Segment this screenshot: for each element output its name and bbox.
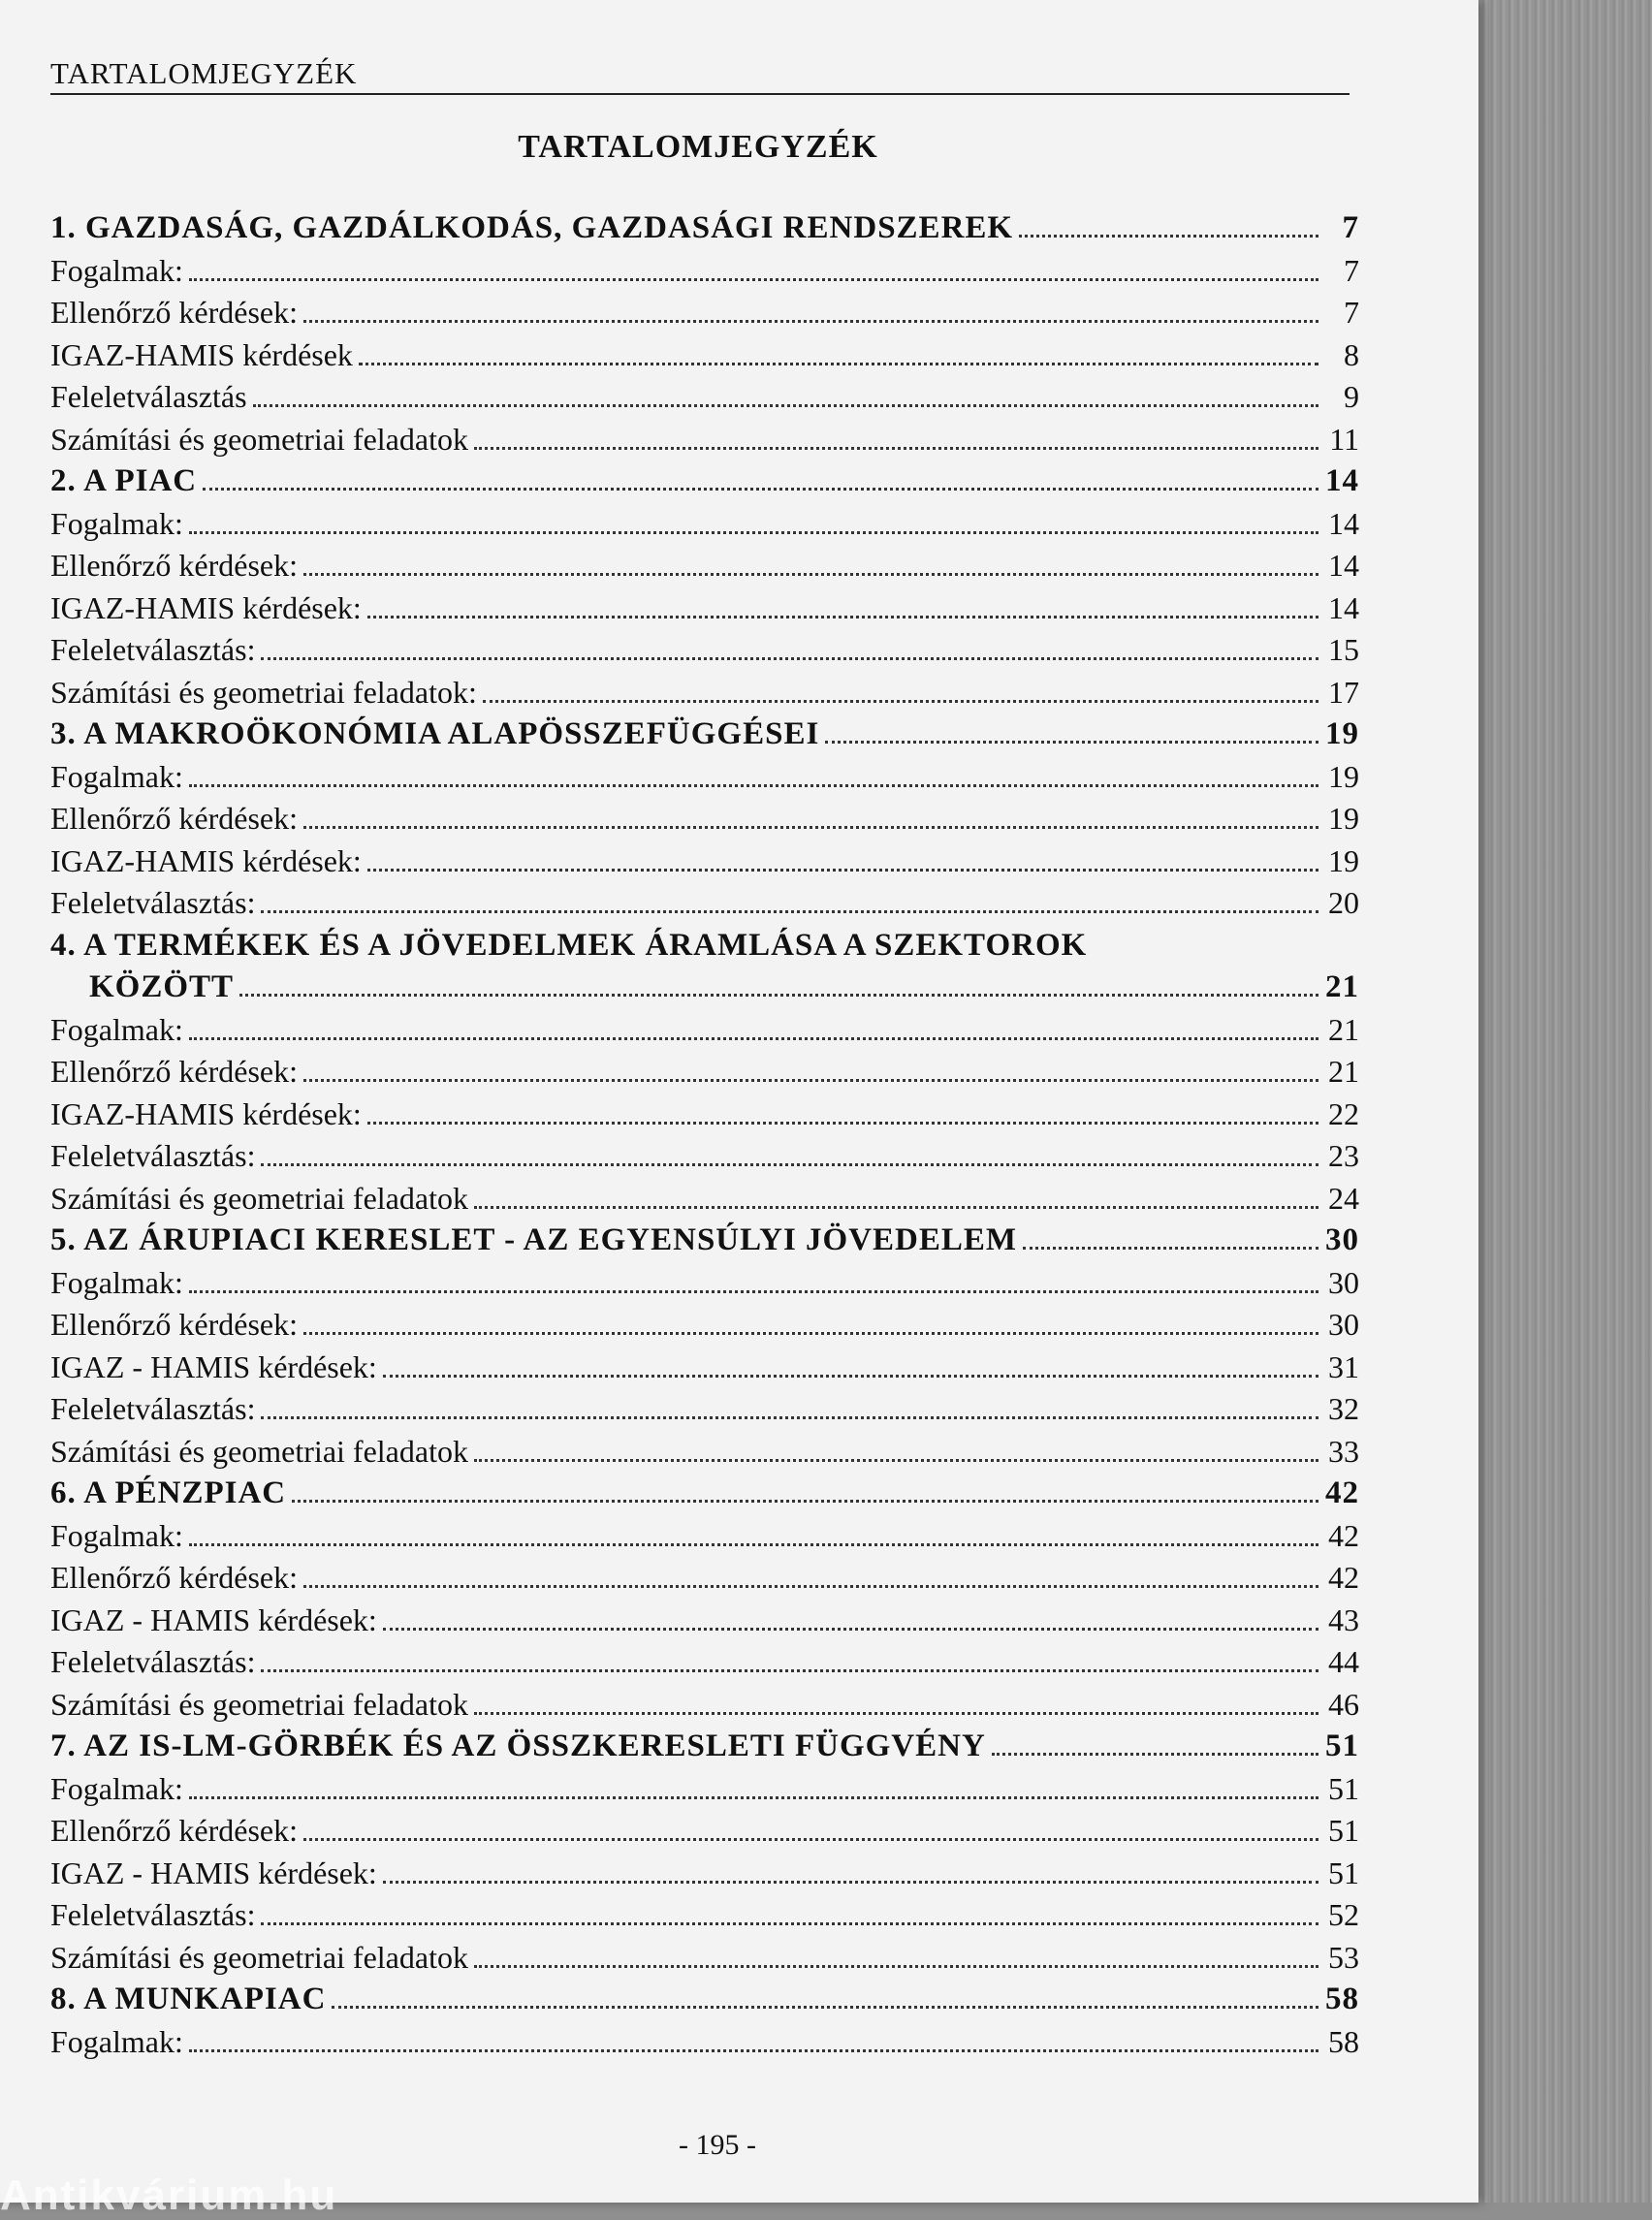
toc-dot-leader <box>253 404 1318 407</box>
toc-page-number: 24 <box>1328 1180 1359 1216</box>
toc-dot-leader <box>303 1838 1318 1841</box>
toc-page-number: 11 <box>1329 421 1359 457</box>
toc-dot-leader <box>1019 235 1318 238</box>
toc-entry[interactable] <box>50 1641 1359 1684</box>
toc-entry-label: Számítási és geometriai feladatok <box>50 1939 468 1975</box>
toc-chapter-entry[interactable] <box>50 1473 1359 1515</box>
toc-dot-leader <box>261 1416 1318 1419</box>
toc-entry[interactable] <box>50 2021 1359 2064</box>
toc-entry-label: Fogalmak: <box>50 1011 183 1047</box>
toc-dot-leader <box>261 1163 1318 1166</box>
toc-entry-label: 3. A MAKROÖKONÓMIA ALAPÖSSZEFÜGGÉSEI <box>50 716 820 751</box>
toc-entry[interactable] <box>50 1557 1359 1600</box>
toc-entry[interactable] <box>50 1178 1359 1221</box>
toc-entry-label: Ellenőrző kérdések: <box>50 1307 298 1342</box>
toc-entry[interactable] <box>50 672 1359 714</box>
toc-entry-label: IGAZ-HAMIS kérdések: <box>50 1095 362 1131</box>
toc-page-number: 51 <box>1328 1813 1359 1848</box>
toc-chapter-entry[interactable] <box>50 1726 1359 1768</box>
toc-entry[interactable] <box>50 503 1359 546</box>
toc-entry-label: 6. A PÉNZPIAC <box>50 1475 287 1510</box>
toc-entry-label: 7. AZ IS-LM-GÖRBÉK ÉS AZ ÖSSZKERESLETI FÜGGVÉNY <box>50 1728 986 1763</box>
toc-dot-leader <box>239 994 1318 997</box>
toc-page-number: 15 <box>1328 632 1359 667</box>
toc-page-number: 58 <box>1328 2023 1359 2059</box>
toc-entry-label: IGAZ-HAMIS kérdések: <box>50 842 362 878</box>
toc-entry-label: IGAZ-HAMIS kérdések: <box>50 589 362 625</box>
toc-entry-label: Ellenőrző kérdések: <box>50 295 298 330</box>
toc-entry[interactable] <box>50 756 1359 799</box>
toc-entry-label: Fogalmak: <box>50 1770 183 1806</box>
toc-page-number: 17 <box>1328 674 1359 710</box>
toc-page-number: 33 <box>1328 1433 1359 1469</box>
toc-page-number: 31 <box>1328 1348 1359 1384</box>
toc-entry-label: Fogalmak: <box>50 1517 183 1553</box>
toc-page-number: 42 <box>1328 1517 1359 1553</box>
toc-page-number: 58 <box>1325 1982 1359 2016</box>
table-of-contents <box>50 207 1359 2063</box>
page-title: TARTALOMJEGYZÉK <box>518 129 878 165</box>
toc-dot-leader <box>1023 1247 1318 1250</box>
toc-chapter-entry[interactable] <box>50 1979 1359 2021</box>
toc-entry[interactable] <box>50 1304 1359 1347</box>
toc-entry[interactable] <box>50 629 1359 672</box>
toc-entry[interactable] <box>50 1853 1359 1895</box>
toc-page-number: 51 <box>1325 1728 1359 1763</box>
toc-dot-leader <box>189 784 1318 787</box>
toc-dot-leader <box>189 278 1318 281</box>
toc-page-number: 52 <box>1328 1897 1359 1932</box>
toc-dot-leader <box>292 1500 1318 1503</box>
toc-page-number: 30 <box>1328 1307 1359 1342</box>
toc-entry[interactable] <box>50 1810 1359 1853</box>
toc-entry-label: Számítási és geometriai feladatok <box>50 421 468 457</box>
toc-entry[interactable] <box>50 1768 1359 1811</box>
toc-entry-label: IGAZ - HAMIS kérdések: <box>50 1602 377 1637</box>
toc-entry[interactable] <box>50 292 1359 334</box>
toc-page-number: 7 <box>1342 210 1359 245</box>
watermark-logo: Antikvárium.hu <box>0 2172 338 2219</box>
toc-entry-label: Számítási és geometriai feladatok <box>50 1433 468 1469</box>
toc-page-number: 21 <box>1328 1011 1359 1047</box>
toc-chapter-entry[interactable] <box>50 925 1359 967</box>
toc-page-number: 32 <box>1328 1391 1359 1426</box>
toc-entry-label: Számítási és geometriai feladatok <box>50 1686 468 1722</box>
toc-dot-leader <box>825 741 1318 744</box>
toc-page-number: 8 <box>1344 336 1359 372</box>
toc-page-number: 46 <box>1328 1686 1359 1722</box>
running-head: TARTALOMJEGYZÉK <box>50 56 1350 95</box>
toc-page-number: 19 <box>1328 758 1359 794</box>
toc-entry[interactable] <box>50 1009 1359 1052</box>
toc-entry-label: 5. AZ ÁRUPIACI KERESLET - AZ EGYENSÚLYI JÖVEDELEM <box>50 1222 1018 1257</box>
toc-dot-leader <box>261 1922 1318 1925</box>
toc-entry[interactable] <box>50 419 1359 461</box>
toc-dot-leader <box>332 2006 1318 2009</box>
toc-entry-label: Ellenőrző kérdések: <box>50 548 298 583</box>
toc-dot-leader <box>189 1290 1318 1293</box>
toc-dot-leader <box>359 363 1318 365</box>
toc-page-number: 14 <box>1325 463 1359 498</box>
toc-page-number: 19 <box>1328 801 1359 836</box>
page-number: - 195 - <box>679 2129 756 2161</box>
toc-entry-label: Fogalmak: <box>50 505 183 541</box>
toc-page-number: 21 <box>1325 969 1359 1004</box>
toc-entry-label: 8. A MUNKAPIAC <box>50 1982 327 2016</box>
toc-entry-label: Feleletválasztás <box>50 379 247 414</box>
toc-entry[interactable] <box>50 1684 1359 1727</box>
toc-dot-leader <box>303 1585 1318 1588</box>
toc-dot-leader <box>303 1079 1318 1082</box>
toc-entry[interactable] <box>50 1262 1359 1305</box>
toc-entry-label: Ellenőrző kérdések: <box>50 1560 298 1595</box>
toc-entry-label: Feleletválasztás: <box>50 1644 256 1679</box>
toc-entry[interactable] <box>50 1600 1359 1642</box>
toc-entry[interactable] <box>50 1347 1359 1389</box>
toc-entry[interactable] <box>50 250 1359 293</box>
toc-page-number: 14 <box>1328 505 1359 541</box>
toc-entry-label: IGAZ - HAMIS kérdések: <box>50 1855 377 1890</box>
toc-entry-label: Ellenőrző kérdések: <box>50 1054 298 1089</box>
toc-entry-label: Ellenőrző kérdések: <box>50 801 298 836</box>
toc-page-number: 19 <box>1325 716 1359 751</box>
toc-chapter-entry[interactable] <box>50 207 1359 250</box>
toc-dot-leader <box>383 1628 1318 1631</box>
toc-entry[interactable] <box>50 545 1359 587</box>
toc-entry-label: Fogalmak: <box>50 2023 183 2059</box>
toc-entry-label: Feleletválasztás: <box>50 1391 256 1426</box>
toc-entry[interactable] <box>50 1894 1359 1937</box>
toc-entry[interactable] <box>50 587 1359 630</box>
toc-page-number: 7 <box>1344 252 1359 288</box>
toc-page-number: 51 <box>1328 1770 1359 1806</box>
toc-page-number: 30 <box>1325 1222 1359 1257</box>
toc-page-number: 7 <box>1344 295 1359 330</box>
toc-entry-label: Fogalmak: <box>50 758 183 794</box>
toc-dot-leader <box>474 447 1318 450</box>
toc-chapter-entry[interactable] <box>50 460 1359 503</box>
toc-entry-label: Feleletválasztás: <box>50 1897 256 1932</box>
toc-dot-leader <box>303 320 1318 323</box>
toc-page-number: 23 <box>1328 1138 1359 1173</box>
toc-dot-leader <box>189 1543 1318 1546</box>
toc-entry-label: IGAZ - HAMIS kérdések: <box>50 1348 377 1384</box>
toc-entry[interactable] <box>50 798 1359 840</box>
toc-dot-leader <box>189 1037 1318 1040</box>
toc-dot-leader <box>189 1796 1318 1799</box>
toc-page-number: 44 <box>1328 1644 1359 1679</box>
toc-dot-leader <box>367 869 1318 872</box>
toc-entry[interactable] <box>50 1051 1359 1094</box>
toc-entry-label: Fogalmak: <box>50 252 183 288</box>
toc-entry[interactable] <box>50 1937 1359 1980</box>
toc-page-number: 51 <box>1328 1855 1359 1890</box>
toc-chapter-entry[interactable] <box>50 1220 1359 1262</box>
toc-chapter-entry[interactable] <box>50 714 1359 756</box>
toc-dot-leader <box>474 1206 1318 1209</box>
toc-entry[interactable] <box>50 882 1359 925</box>
toc-dot-leader <box>189 531 1318 534</box>
toc-entry[interactable] <box>50 334 1359 377</box>
toc-page-number: 21 <box>1328 1054 1359 1089</box>
toc-dot-leader <box>203 488 1318 491</box>
toc-page-number: 42 <box>1328 1560 1359 1595</box>
toc-entry-label: IGAZ-HAMIS kérdések <box>50 336 353 372</box>
toc-page-number: 42 <box>1325 1475 1359 1510</box>
toc-dot-leader <box>474 1712 1318 1715</box>
toc-dot-leader <box>474 1459 1318 1462</box>
toc-entry[interactable] <box>50 1515 1359 1558</box>
toc-entry-label: 1. GAZDASÁG, GAZDÁLKODÁS, GAZDASÁGI RENDSZEREK <box>50 210 1014 245</box>
toc-entry[interactable] <box>50 1135 1359 1178</box>
toc-entry[interactable] <box>50 1388 1359 1431</box>
toc-dot-leader <box>303 1332 1318 1335</box>
toc-entry-label: Fogalmak: <box>50 1264 183 1300</box>
toc-page-number: 14 <box>1328 589 1359 625</box>
toc-page-number: 14 <box>1328 548 1359 583</box>
toc-dot-leader <box>261 910 1318 913</box>
toc-entry-label: Feleletválasztás: <box>50 1138 256 1173</box>
toc-page-number: 53 <box>1328 1939 1359 1975</box>
toc-entry-label: 2. A PIAC <box>50 463 198 498</box>
toc-entry-label: Ellenőrző kérdések: <box>50 1813 298 1848</box>
toc-entry[interactable] <box>50 376 1359 419</box>
toc-entry-label: Számítási és geometriai feladatok: <box>50 674 477 710</box>
toc-page-number: 43 <box>1328 1602 1359 1637</box>
toc-entry-label: Feleletválasztás: <box>50 632 256 667</box>
toc-entry[interactable] <box>50 1431 1359 1474</box>
toc-page-number: 22 <box>1328 1095 1359 1131</box>
toc-entry[interactable] <box>50 840 1359 883</box>
toc-entry-label: Számítási és geometriai feladatok <box>50 1180 468 1216</box>
toc-dot-leader <box>992 1753 1318 1756</box>
toc-chapter-entry[interactable] <box>50 967 1359 1009</box>
toc-page-number: 9 <box>1344 379 1359 414</box>
toc-entry-label: Feleletválasztás: <box>50 885 256 920</box>
toc-dot-leader <box>383 1375 1318 1378</box>
toc-dot-leader <box>474 1965 1318 1968</box>
page-gutter <box>1454 0 1652 2203</box>
toc-dot-leader <box>261 1669 1318 1672</box>
toc-dot-leader <box>303 826 1318 829</box>
toc-entry[interactable] <box>50 1094 1359 1136</box>
toc-dot-leader <box>303 573 1318 576</box>
toc-entry-label: KÖZÖTT <box>89 969 235 1004</box>
toc-page-number: 30 <box>1328 1264 1359 1300</box>
toc-dot-leader <box>367 1122 1318 1125</box>
toc-dot-leader <box>383 1881 1318 1884</box>
toc-dot-leader <box>483 700 1318 703</box>
toc-page-number: 20 <box>1328 885 1359 920</box>
toc-dot-leader <box>367 616 1318 618</box>
toc-entry-label: 4. A TERMÉKEK ÉS A JÖVEDELMEK ÁRAMLÁSA A SZEKTOROK <box>50 927 1088 963</box>
toc-dot-leader <box>189 2049 1318 2052</box>
toc-page-number: 19 <box>1328 842 1359 878</box>
toc-dot-leader <box>261 657 1318 660</box>
